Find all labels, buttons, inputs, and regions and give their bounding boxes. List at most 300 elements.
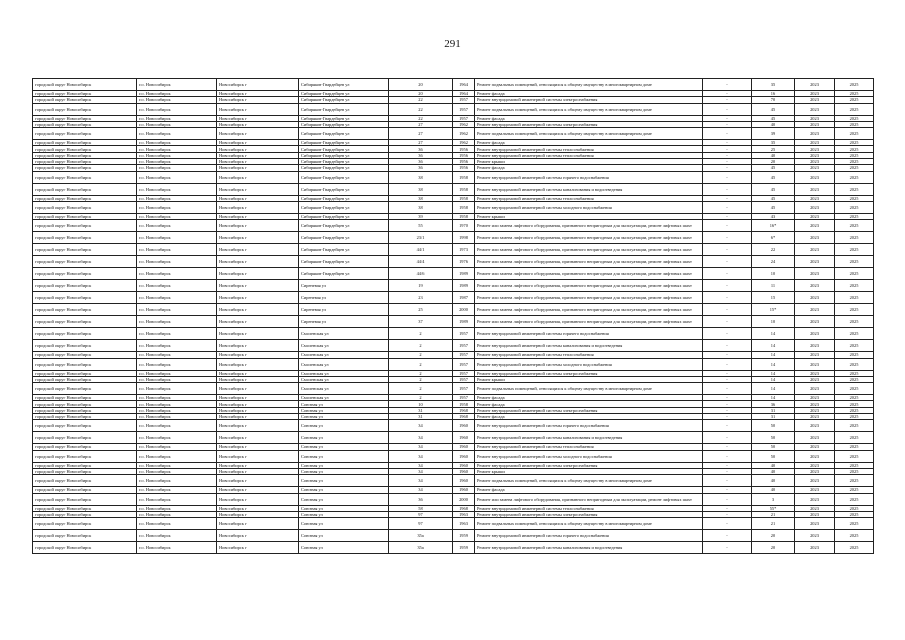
- dash-cell: -: [703, 542, 752, 554]
- district-cell: городской округ Новосибирск: [33, 493, 137, 505]
- start-year-cell: 2023: [795, 493, 835, 505]
- count-cell: 14: [752, 328, 795, 340]
- city-cell: Новосибирск г: [217, 450, 299, 462]
- end-year-cell: 2025: [835, 152, 874, 158]
- dash-cell: -: [703, 518, 752, 530]
- build-year-cell: 1964: [453, 91, 475, 97]
- build-year-cell: 1957: [453, 376, 475, 382]
- start-year-cell: 2023: [795, 103, 835, 115]
- dash-cell: -: [703, 201, 752, 213]
- table-row: [33, 475, 874, 487]
- start-year-cell: 2023: [795, 280, 835, 292]
- end-year-cell: 2025: [835, 450, 874, 462]
- end-year-cell: 2025: [835, 165, 874, 171]
- municipality-cell: г.о. Новосибирск: [137, 91, 217, 97]
- build-year-cell: 1960: [453, 475, 475, 487]
- dash-cell: -: [703, 152, 752, 158]
- dash-cell: -: [703, 159, 752, 165]
- start-year-cell: 2023: [795, 97, 835, 103]
- municipality-cell: г.о. Новосибирск: [137, 511, 217, 517]
- house-number-cell: 34: [389, 475, 453, 487]
- build-year-cell: 1957: [453, 358, 475, 370]
- build-year-cell: 1960: [453, 462, 475, 468]
- work-type-cell: Ремонт внутридомовой инженерной системы горячего водоснабжения: [475, 328, 703, 340]
- count-cell: 40: [752, 468, 795, 474]
- house-number-cell: 44/4: [389, 256, 453, 268]
- build-year-cell: 1958: [453, 195, 475, 201]
- build-year-cell: 1960: [453, 432, 475, 444]
- end-year-cell: 2025: [835, 115, 874, 121]
- city-cell: Новосибирск г: [217, 493, 299, 505]
- build-year-cell: 1968: [453, 505, 475, 511]
- city-cell: Новосибирск г: [217, 542, 299, 554]
- work-type-cell: Ремонт подвальных помещений, относящихся к общему имуществу в многоквартирном доме: [475, 79, 703, 91]
- build-year-cell: 1998: [453, 232, 475, 244]
- street-cell: Союзная ул: [299, 401, 389, 407]
- end-year-cell: 2025: [835, 444, 874, 450]
- count-cell: 40: [752, 152, 795, 158]
- start-year-cell: 2023: [795, 407, 835, 413]
- city-cell: Новосибирск г: [217, 220, 299, 232]
- work-type-cell: Ремонт внутридомовой инженерной системы электроснабжения: [475, 97, 703, 103]
- build-year-cell: 1962: [453, 128, 475, 140]
- municipality-cell: г.о. Новосибирск: [137, 352, 217, 358]
- start-year-cell: 2023: [795, 401, 835, 407]
- work-type-cell: Ремонт внутридомовой инженерной системы горячего водоснабжения: [475, 420, 703, 432]
- build-year-cell: 1976: [453, 256, 475, 268]
- city-cell: Новосибирск г: [217, 140, 299, 146]
- count-cell: 14: [752, 340, 795, 352]
- work-type-cell: Ремонт подвальных помещений, относящихся к общему имуществу в многоквартирном доме: [475, 128, 703, 140]
- work-type-cell: Ремонт крыши: [475, 159, 703, 165]
- street-cell: Сибиряков-Гвардейцев ул: [299, 121, 389, 127]
- district-cell: городской округ Новосибирск: [33, 292, 137, 304]
- end-year-cell: 2025: [835, 487, 874, 493]
- city-cell: Новосибирск г: [217, 518, 299, 530]
- district-cell: городской округ Новосибирск: [33, 121, 137, 127]
- district-cell: городской округ Новосибирск: [33, 195, 137, 201]
- street-cell: Смоленская ул: [299, 352, 389, 358]
- city-cell: Новосибирск г: [217, 511, 299, 517]
- end-year-cell: 2025: [835, 140, 874, 146]
- street-cell: Сибиряков-Гвардейцев ул: [299, 159, 389, 165]
- dash-cell: -: [703, 487, 752, 493]
- build-year-cell: 1959: [453, 530, 475, 542]
- municipality-cell: г.о. Новосибирск: [137, 358, 217, 370]
- house-number-cell: 27: [389, 140, 453, 146]
- build-year-cell: 1960: [453, 487, 475, 493]
- house-number-cell: 19: [389, 280, 453, 292]
- end-year-cell: 2025: [835, 340, 874, 352]
- dash-cell: -: [703, 103, 752, 115]
- municipality-cell: г.о. Новосибирск: [137, 183, 217, 195]
- end-year-cell: 2025: [835, 268, 874, 280]
- city-cell: Новосибирск г: [217, 128, 299, 140]
- start-year-cell: 2023: [795, 487, 835, 493]
- district-cell: городской округ Новосибирск: [33, 352, 137, 358]
- start-year-cell: 2023: [795, 316, 835, 328]
- municipality-cell: г.о. Новосибирск: [137, 530, 217, 542]
- count-cell: 40: [752, 462, 795, 468]
- count-cell: 50: [752, 450, 795, 462]
- dash-cell: -: [703, 383, 752, 395]
- municipality-cell: г.о. Новосибирск: [137, 468, 217, 474]
- build-year-cell: 1973: [453, 244, 475, 256]
- street-cell: Союзная ул: [299, 475, 389, 487]
- work-type-cell: Ремонт фасада: [475, 414, 703, 420]
- start-year-cell: 2023: [795, 450, 835, 462]
- start-year-cell: 2023: [795, 91, 835, 97]
- district-cell: городской округ Новосибирск: [33, 444, 137, 450]
- district-cell: городской округ Новосибирск: [33, 328, 137, 340]
- municipality-cell: г.о. Новосибирск: [137, 383, 217, 395]
- house-number-cell: 55: [389, 220, 453, 232]
- start-year-cell: 2023: [795, 340, 835, 352]
- end-year-cell: 2025: [835, 518, 874, 530]
- table-row: [33, 304, 874, 316]
- city-cell: Новосибирск г: [217, 328, 299, 340]
- city-cell: Новосибирск г: [217, 121, 299, 127]
- district-cell: городской округ Новосибирск: [33, 244, 137, 256]
- city-cell: Новосибирск г: [217, 395, 299, 401]
- table-row: [33, 542, 874, 554]
- build-year-cell: 1956: [453, 146, 475, 152]
- end-year-cell: 2025: [835, 493, 874, 505]
- end-year-cell: 2025: [835, 280, 874, 292]
- work-type-cell: Ремонт внутридомовой инженерной системы электроснабжения: [475, 511, 703, 517]
- municipality-cell: г.о. Новосибирск: [137, 304, 217, 316]
- dash-cell: -: [703, 462, 752, 468]
- dash-cell: -: [703, 195, 752, 201]
- end-year-cell: 2025: [835, 91, 874, 97]
- work-type-cell: Ремонт или замена лифтового оборудования, признанного непригодным для эксплуатации, ремонт лифтовых шахт: [475, 316, 703, 328]
- house-number-cell: 38: [389, 183, 453, 195]
- work-type-cell: Ремонт подвальных помещений, относящихся к общему имуществу в многоквартирном доме: [475, 518, 703, 530]
- municipality-cell: г.о. Новосибирск: [137, 542, 217, 554]
- work-type-cell: Ремонт или замена лифтового оборудования, признанного непригодным для эксплуатации, ремонт лифтовых шахт: [475, 268, 703, 280]
- start-year-cell: 2023: [795, 352, 835, 358]
- build-year-cell: 1989: [453, 280, 475, 292]
- municipality-cell: г.о. Новосибирск: [137, 256, 217, 268]
- dash-cell: -: [703, 146, 752, 152]
- house-number-cell: 36: [389, 165, 453, 171]
- municipality-cell: г.о. Новосибирск: [137, 420, 217, 432]
- table-row: [33, 220, 874, 232]
- end-year-cell: 2025: [835, 244, 874, 256]
- start-year-cell: 2023: [795, 232, 835, 244]
- dash-cell: -: [703, 244, 752, 256]
- end-year-cell: 2025: [835, 462, 874, 468]
- count-cell: 10: [752, 316, 795, 328]
- house-number-cell: 38: [389, 201, 453, 213]
- work-type-cell: Ремонт или замена лифтового оборудования, признанного непригодным для эксплуатации, ремонт лифтовых шахт: [475, 220, 703, 232]
- city-cell: Новосибирск г: [217, 505, 299, 511]
- dash-cell: -: [703, 328, 752, 340]
- count-cell: 6*: [752, 232, 795, 244]
- city-cell: Новосибирск г: [217, 401, 299, 407]
- municipality-cell: г.о. Новосибирск: [137, 316, 217, 328]
- street-cell: Союзная ул: [299, 511, 389, 517]
- city-cell: Новосибирск г: [217, 432, 299, 444]
- municipality-cell: г.о. Новосибирск: [137, 444, 217, 450]
- municipality-cell: г.о. Новосибирск: [137, 152, 217, 158]
- start-year-cell: 2023: [795, 201, 835, 213]
- start-year-cell: 2023: [795, 152, 835, 158]
- house-number-cell: 58: [389, 505, 453, 511]
- table-row: [33, 268, 874, 280]
- street-cell: Сибиряков-Гвардейцев ул: [299, 79, 389, 91]
- house-number-cell: 2: [389, 340, 453, 352]
- end-year-cell: 2025: [835, 328, 874, 340]
- city-cell: Новосибирск г: [217, 103, 299, 115]
- municipality-cell: г.о. Новосибирск: [137, 268, 217, 280]
- end-year-cell: 2025: [835, 195, 874, 201]
- table-row: [33, 292, 874, 304]
- street-cell: Союзная ул: [299, 444, 389, 450]
- dash-cell: -: [703, 183, 752, 195]
- count-cell: 70: [752, 97, 795, 103]
- count-cell: 39: [752, 128, 795, 140]
- table-row: [33, 256, 874, 268]
- work-type-cell: Ремонт внутридомовой инженерной системы теплоснабжения: [475, 152, 703, 158]
- table-row: [33, 183, 874, 195]
- municipality-cell: г.о. Новосибирск: [137, 97, 217, 103]
- house-number-cell: 34: [389, 420, 453, 432]
- house-number-cell: 2: [389, 370, 453, 376]
- start-year-cell: 2023: [795, 414, 835, 420]
- start-year-cell: 2023: [795, 159, 835, 165]
- municipality-cell: г.о. Новосибирск: [137, 140, 217, 146]
- city-cell: Новосибирск г: [217, 146, 299, 152]
- start-year-cell: 2023: [795, 383, 835, 395]
- dash-cell: -: [703, 475, 752, 487]
- work-type-cell: Ремонт или замена лифтового оборудования, признанного непригодным для эксплуатации, ремонт лифтовых шахт: [475, 280, 703, 292]
- city-cell: Новосибирск г: [217, 340, 299, 352]
- count-cell: 40: [752, 475, 795, 487]
- count-cell: 45: [752, 165, 795, 171]
- work-type-cell: Ремонт внутридомовой инженерной системы электроснабжения: [475, 462, 703, 468]
- end-year-cell: 2025: [835, 358, 874, 370]
- city-cell: Новосибирск г: [217, 244, 299, 256]
- house-number-cell: 23/1: [389, 232, 453, 244]
- dash-cell: -: [703, 358, 752, 370]
- district-cell: городской округ Новосибирск: [33, 383, 137, 395]
- city-cell: Новосибирск г: [217, 213, 299, 219]
- table-row: [33, 518, 874, 530]
- table-row: [33, 432, 874, 444]
- house-number-cell: 34: [389, 487, 453, 493]
- district-cell: городской округ Новосибирск: [33, 518, 137, 530]
- count-cell: 45: [752, 183, 795, 195]
- end-year-cell: 2025: [835, 432, 874, 444]
- count-cell: 50: [752, 420, 795, 432]
- city-cell: Новосибирск г: [217, 165, 299, 171]
- house-number-cell: 25: [389, 304, 453, 316]
- work-type-cell: Ремонт крыши: [475, 213, 703, 219]
- end-year-cell: 2025: [835, 128, 874, 140]
- district-cell: городской округ Новосибирск: [33, 152, 137, 158]
- municipality-cell: г.о. Новосибирск: [137, 328, 217, 340]
- work-type-cell: Ремонт внутридомовой инженерной системы холодного водоснабжения: [475, 358, 703, 370]
- work-type-cell: Ремонт или замена лифтового оборудования, признанного непригодным для эксплуатации, ремонт лифтовых шахт: [475, 232, 703, 244]
- start-year-cell: 2023: [795, 128, 835, 140]
- count-cell: 35: [752, 140, 795, 146]
- build-year-cell: 1959: [453, 542, 475, 554]
- municipality-cell: г.о. Новосибирск: [137, 244, 217, 256]
- end-year-cell: 2025: [835, 213, 874, 219]
- district-cell: городской округ Новосибирск: [33, 511, 137, 517]
- district-cell: городской округ Новосибирск: [33, 316, 137, 328]
- district-cell: городской округ Новосибирск: [33, 280, 137, 292]
- street-cell: Сибиряков-Гвардейцев ул: [299, 268, 389, 280]
- work-type-cell: Ремонт внутридомовой инженерной системы теплоснабжения: [475, 505, 703, 511]
- count-cell: 10: [752, 268, 795, 280]
- district-cell: городской округ Новосибирск: [33, 103, 137, 115]
- page-number: 291: [444, 38, 461, 50]
- municipality-cell: г.о. Новосибирск: [137, 370, 217, 376]
- district-cell: городской округ Новосибирск: [33, 376, 137, 382]
- street-cell: Союзная ул: [299, 432, 389, 444]
- city-cell: Новосибирск г: [217, 171, 299, 183]
- build-year-cell: 1958: [453, 171, 475, 183]
- end-year-cell: 2025: [835, 376, 874, 382]
- end-year-cell: 2025: [835, 475, 874, 487]
- city-cell: Новосибирск г: [217, 115, 299, 121]
- house-number-cell: 36: [389, 152, 453, 158]
- district-cell: городской округ Новосибирск: [33, 462, 137, 468]
- house-number-cell: 36: [389, 159, 453, 165]
- house-number-cell: 2: [389, 383, 453, 395]
- municipality-cell: г.о. Новосибирск: [137, 407, 217, 413]
- municipality-cell: г.о. Новосибирск: [137, 450, 217, 462]
- house-number-cell: 97: [389, 511, 453, 517]
- end-year-cell: 2025: [835, 414, 874, 420]
- table-row: [33, 201, 874, 213]
- work-type-cell: Ремонт внутридомовой инженерной системы канализования и водоотведения: [475, 432, 703, 444]
- dash-cell: -: [703, 395, 752, 401]
- city-cell: Новосибирск г: [217, 407, 299, 413]
- street-cell: Сибиряков-Гвардейцев ул: [299, 165, 389, 171]
- end-year-cell: 2025: [835, 256, 874, 268]
- municipality-cell: г.о. Новосибирск: [137, 195, 217, 201]
- dash-cell: -: [703, 128, 752, 140]
- count-cell: 31: [752, 414, 795, 420]
- house-number-cell: 20: [389, 91, 453, 97]
- municipality-cell: г.о. Новосибирск: [137, 165, 217, 171]
- street-cell: Смоленская ул: [299, 383, 389, 395]
- street-cell: Союзная ул: [299, 468, 389, 474]
- district-cell: городской округ Новосибирск: [33, 340, 137, 352]
- table-row: [33, 171, 874, 183]
- house-number-cell: 35a: [389, 542, 453, 554]
- city-cell: Новосибирск г: [217, 97, 299, 103]
- end-year-cell: 2025: [835, 97, 874, 103]
- district-cell: городской округ Новосибирск: [33, 115, 137, 121]
- house-number-cell: 27: [389, 128, 453, 140]
- dash-cell: -: [703, 401, 752, 407]
- build-year-cell: 1960: [453, 420, 475, 432]
- count-cell: 55*: [752, 505, 795, 511]
- district-cell: городской округ Новосибирск: [33, 432, 137, 444]
- city-cell: Новосибирск г: [217, 358, 299, 370]
- dash-cell: -: [703, 115, 752, 121]
- district-cell: городской округ Новосибирск: [33, 146, 137, 152]
- work-type-cell: Ремонт внутридомовой инженерной системы холодного водоснабжения: [475, 201, 703, 213]
- dash-cell: -: [703, 232, 752, 244]
- build-year-cell: 1957: [453, 383, 475, 395]
- district-cell: городской округ Новосибирск: [33, 542, 137, 554]
- house-number-cell: 20: [389, 79, 453, 91]
- build-year-cell: 2000: [453, 493, 475, 505]
- house-number-cell: 37: [389, 316, 453, 328]
- build-year-cell: 1964: [453, 79, 475, 91]
- work-type-cell: Ремонт внутридомовой инженерной системы электроснабжения: [475, 407, 703, 413]
- count-cell: 20: [752, 159, 795, 165]
- dash-cell: -: [703, 91, 752, 97]
- street-cell: Союзная ул: [299, 420, 389, 432]
- start-year-cell: 2023: [795, 213, 835, 219]
- district-cell: городской округ Новосибирск: [33, 420, 137, 432]
- start-year-cell: 2023: [795, 183, 835, 195]
- start-year-cell: 2023: [795, 542, 835, 554]
- end-year-cell: 2025: [835, 171, 874, 183]
- end-year-cell: 2025: [835, 505, 874, 511]
- count-cell: 14: [752, 370, 795, 376]
- count-cell: 50: [752, 444, 795, 450]
- table-row: [33, 316, 874, 328]
- city-cell: Новосибирск г: [217, 376, 299, 382]
- house-number-cell: 34: [389, 468, 453, 474]
- house-number-cell: 2: [389, 352, 453, 358]
- work-type-cell: Ремонт фасада: [475, 165, 703, 171]
- street-cell: Сибиряков-Гвардейцев ул: [299, 146, 389, 152]
- work-type-cell: Ремонт внутридомовой инженерной системы канализования и водоотведения: [475, 183, 703, 195]
- dash-cell: -: [703, 444, 752, 450]
- house-number-cell: 10: [389, 401, 453, 407]
- build-year-cell: 1968: [453, 414, 475, 420]
- work-type-cell: Ремонт внутридомовой инженерной системы теплоснабжения: [475, 352, 703, 358]
- end-year-cell: 2025: [835, 352, 874, 358]
- start-year-cell: 2023: [795, 432, 835, 444]
- count-cell: 14: [752, 383, 795, 395]
- street-cell: Сибиряков-Гвардейцев ул: [299, 213, 389, 219]
- build-year-cell: 1957: [453, 395, 475, 401]
- street-cell: Союзная ул: [299, 414, 389, 420]
- count-cell: 24: [752, 256, 795, 268]
- start-year-cell: 2023: [795, 475, 835, 487]
- city-cell: Новосибирск г: [217, 420, 299, 432]
- start-year-cell: 2023: [795, 115, 835, 121]
- work-type-cell: Ремонт внутридомовой инженерной системы горячего водоснабжения: [475, 171, 703, 183]
- municipality-cell: г.о. Новосибирск: [137, 487, 217, 493]
- city-cell: Новосибирск г: [217, 468, 299, 474]
- count-cell: 14: [752, 358, 795, 370]
- start-year-cell: 2023: [795, 468, 835, 474]
- table-row: [33, 420, 874, 432]
- build-year-cell: 1958: [453, 201, 475, 213]
- district-cell: городской округ Новосибирск: [33, 256, 137, 268]
- work-type-cell: Ремонт внутридомовой инженерной системы теплоснабжения: [475, 444, 703, 450]
- count-cell: 36: [752, 401, 795, 407]
- work-type-cell: Ремонт внутридомовой инженерной системы теплоснабжения: [475, 195, 703, 201]
- build-year-cell: 1957: [453, 352, 475, 358]
- end-year-cell: 2025: [835, 530, 874, 542]
- build-year-cell: 1963: [453, 511, 475, 517]
- street-cell: Сибиряков-Гвардейцев ул: [299, 97, 389, 103]
- dash-cell: -: [703, 432, 752, 444]
- work-type-cell: Ремонт или замена лифтового оборудования, признанного непригодным для эксплуатации, ремонт лифтовых шахт: [475, 493, 703, 505]
- street-cell: Сибиряков-Гвардейцев ул: [299, 244, 389, 256]
